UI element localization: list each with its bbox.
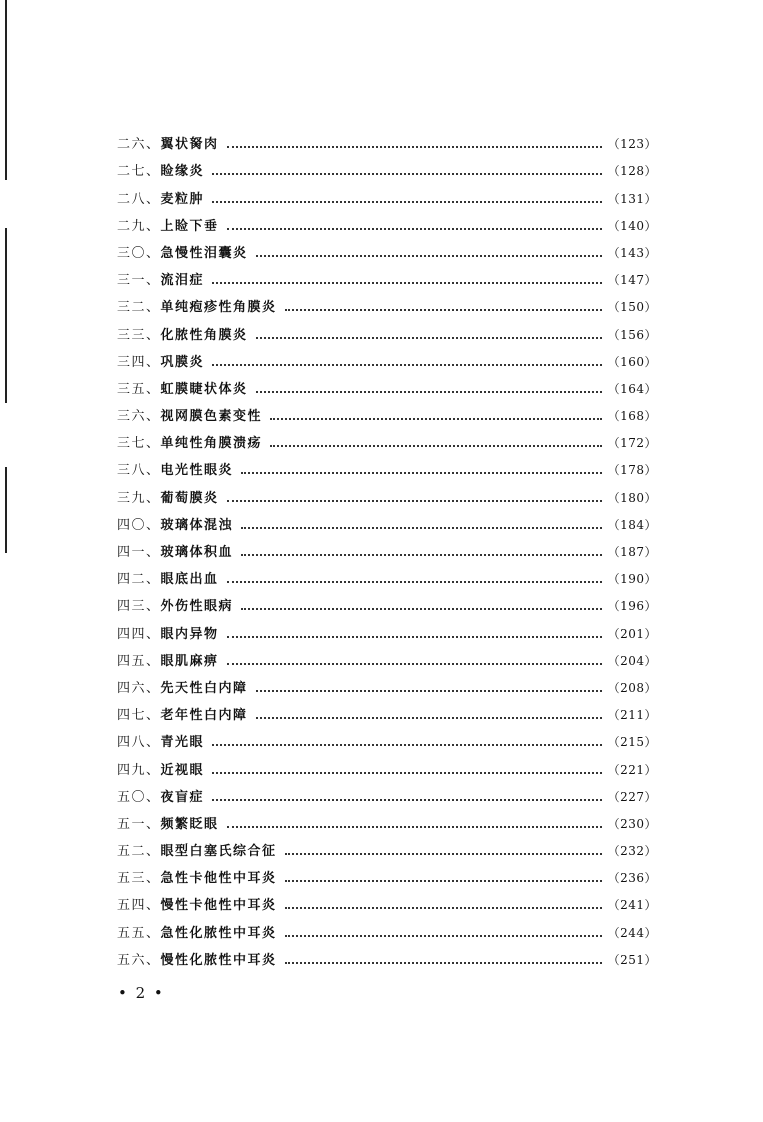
toc-entry-title: 先天性白内障 (160, 680, 248, 696)
toc-entry-page: （244） (607, 925, 657, 940)
toc-entry-page: （160） (607, 354, 657, 369)
toc-entry-number: 三二、 (117, 300, 161, 316)
toc-entry-number: 五五、 (117, 925, 161, 941)
toc-entry-title: 近视眼 (160, 762, 205, 778)
toc-entry-number: 三六、 (117, 409, 161, 425)
toc-entry-number: 五一、 (117, 816, 161, 832)
dot-leader (227, 636, 602, 638)
toc-entry-title: 慢性化脓性中耳炎 (160, 952, 277, 968)
dot-leader (212, 201, 602, 203)
dot-leader (285, 935, 602, 937)
toc-entry[interactable] (117, 696, 657, 723)
dot-leader (212, 282, 602, 284)
toc-entry-page: （172） (607, 436, 657, 451)
dot-leader (212, 173, 602, 175)
dot-leader (212, 364, 602, 366)
toc-entry-page: （190） (607, 572, 657, 587)
dot-leader (227, 146, 602, 148)
toc-entry-number: 五四、 (117, 898, 161, 914)
toc-entry[interactable] (117, 261, 657, 288)
toc-entry-number: 四九、 (117, 762, 161, 778)
toc-entry-title: 睑缘炎 (160, 164, 205, 180)
toc-entry-title: 玻璃体积血 (160, 545, 234, 560)
toc-entry-number: 四三、 (117, 599, 161, 615)
toc-entry-page: （227） (607, 789, 657, 804)
toc-entry-title: 频繁眨眼 (160, 816, 219, 832)
toc-entry-number: 四七、 (117, 708, 161, 724)
toc-entry[interactable] (117, 179, 657, 206)
toc-entry-number: 四八、 (117, 735, 161, 751)
toc-entry-title: 眼型白塞氏综合征 (160, 844, 277, 860)
toc-entry-number: 四〇、 (117, 517, 161, 533)
toc-entry-title: 化脓性角膜炎 (160, 327, 248, 343)
toc-entry-number: 三四、 (117, 354, 161, 370)
dot-leader (227, 663, 602, 665)
toc-entry-page: （241） (607, 898, 657, 913)
dot-leader (285, 309, 602, 311)
toc-entry-title: 电光性眼炎 (160, 463, 234, 479)
toc-entry-page: （221） (607, 762, 657, 777)
toc-entry-page: （143） (607, 245, 657, 260)
toc-entry-title: 单纯疱疹性角膜炎 (160, 300, 277, 316)
toc-entry-title: 虹膜睫状体炎 (160, 381, 248, 397)
toc-entry-page: （140） (607, 218, 657, 233)
toc-entry[interactable] (117, 478, 657, 505)
toc-entry-title: 翼状胬肉 (160, 137, 219, 153)
toc-entry[interactable] (117, 152, 657, 179)
toc-entry-title: 青光眼 (160, 735, 205, 751)
dot-leader (227, 581, 602, 583)
toc-entry[interactable] (117, 614, 657, 641)
toc-entry[interactable] (117, 941, 657, 968)
toc-entry-number: 三三、 (117, 327, 161, 343)
dot-leader (212, 772, 602, 774)
toc-entry[interactable] (117, 397, 657, 424)
toc-entry-title: 急性化脓性中耳炎 (160, 925, 277, 941)
toc-entry-number: 四一、 (117, 545, 161, 560)
toc-entry-title: 眼肌麻痹 (160, 653, 219, 669)
toc-entry-title: 急慢性泪囊炎 (160, 245, 248, 261)
toc-entry-page: （211） (607, 708, 657, 723)
toc-entry-number: 三一、 (117, 273, 161, 289)
dot-leader (270, 418, 602, 420)
toc-entry-title: 巩膜炎 (160, 354, 205, 370)
toc-entry-title: 眼底出血 (160, 572, 219, 588)
toc-entry[interactable] (117, 750, 657, 777)
toc-entry[interactable] (117, 234, 657, 261)
toc-entry-page: （230） (607, 816, 657, 831)
toc-entry-number: 三九、 (117, 490, 161, 506)
dot-leader (285, 853, 602, 855)
toc-entry-title: 单纯性角膜溃疡 (160, 436, 263, 452)
toc-entry-title: 流泪症 (160, 273, 205, 289)
toc-entry[interactable] (117, 832, 657, 859)
toc-entry-page: （164） (607, 381, 657, 396)
toc-entry[interactable] (117, 370, 657, 397)
toc-entry-page: （147） (607, 273, 657, 288)
toc-entry-number: 二六、 (117, 137, 161, 153)
toc-entry-number: 三五、 (117, 381, 161, 397)
toc-entry-page: （156） (607, 327, 657, 342)
toc-entry-page: （150） (607, 300, 657, 315)
dot-leader (256, 717, 602, 719)
toc-entry[interactable] (117, 451, 657, 478)
toc-entry-number: 五六、 (117, 952, 161, 968)
toc-entry[interactable] (117, 533, 657, 560)
dot-leader (227, 500, 602, 502)
dot-leader (212, 744, 602, 746)
toc-entry[interactable] (117, 343, 657, 370)
toc-entry-number: 三七、 (117, 436, 161, 452)
toc-entry-page: （178） (607, 463, 657, 478)
toc-entry-page: （168） (607, 409, 657, 424)
dot-leader (285, 907, 602, 909)
toc-entry-title: 外伤性眼病 (160, 599, 234, 615)
toc-entry-page: （201） (607, 626, 657, 641)
toc-entry-title: 夜盲症 (160, 789, 205, 805)
dot-leader (241, 554, 602, 556)
toc-entry-title: 视网膜色素变性 (160, 409, 263, 425)
toc-entry[interactable] (117, 642, 657, 669)
dot-leader (212, 799, 602, 801)
toc-entry-title: 玻璃体混浊 (160, 517, 234, 533)
page-number: • 2 • (118, 984, 165, 1002)
toc-entry[interactable] (117, 859, 657, 886)
toc-entry[interactable] (117, 560, 657, 587)
toc-entry[interactable] (117, 778, 657, 805)
toc-entry-number: 四五、 (117, 653, 161, 669)
dot-leader (256, 255, 602, 257)
toc-entry-number: 四六、 (117, 680, 161, 696)
toc-entry[interactable] (117, 913, 657, 940)
toc-entry-title: 麦粒肿 (160, 191, 205, 207)
toc-entry[interactable] (117, 886, 657, 913)
toc-entry-page: （196） (607, 599, 657, 614)
toc-entry[interactable] (117, 723, 657, 750)
dot-leader (256, 391, 602, 393)
dot-leader (285, 962, 602, 964)
toc-entry-title: 慢性卡他性中耳炎 (160, 898, 277, 914)
toc-entry-page: （184） (607, 517, 657, 532)
dot-leader (227, 826, 602, 828)
toc-entry-title: 急性卡他性中耳炎 (160, 871, 277, 887)
toc-entry-page: （180） (607, 490, 657, 505)
toc-entry[interactable] (117, 207, 657, 234)
toc-entry-title: 葡萄膜炎 (160, 490, 219, 506)
toc-entry[interactable] (117, 669, 657, 696)
binding-edge-mark (5, 228, 7, 403)
binding-edge-mark (5, 0, 7, 180)
toc-entry[interactable] (117, 288, 657, 315)
toc-entry[interactable] (117, 805, 657, 832)
toc-entry-page: （131） (607, 191, 657, 206)
toc-entry-page: （232） (607, 844, 657, 859)
toc-entry-title: 上睑下垂 (160, 218, 219, 234)
toc-entry[interactable] (117, 315, 657, 342)
toc-entry[interactable] (117, 587, 657, 614)
toc-entry-page: （204） (607, 653, 657, 668)
toc-entry-number: 二八、 (117, 191, 161, 207)
dot-leader (227, 228, 602, 230)
dot-leader (270, 445, 602, 447)
dot-leader (256, 690, 602, 692)
toc-entry-number: 四四、 (117, 626, 161, 642)
toc-entry-page: （215） (607, 735, 657, 750)
toc-entry-page: （251） (607, 952, 657, 967)
toc-entry-number: 五三、 (117, 871, 161, 887)
dot-leader (241, 472, 602, 474)
toc-entry[interactable] (117, 125, 657, 152)
binding-edge-mark (5, 467, 7, 553)
toc-entry-page: （187） (607, 545, 657, 559)
toc-entry[interactable] (117, 506, 657, 533)
toc-entry-page: （236） (607, 871, 657, 886)
toc-entry-number: 五〇、 (117, 789, 161, 805)
toc-entry-number: 二九、 (117, 218, 161, 234)
toc-entry-number: 四二、 (117, 572, 161, 588)
dot-leader (241, 527, 602, 529)
toc-entry[interactable] (117, 424, 657, 451)
toc-entry-page: （208） (607, 680, 657, 695)
table-of-contents (117, 125, 657, 968)
toc-entry-page: （128） (607, 164, 657, 179)
toc-entry-title: 眼内异物 (160, 626, 219, 642)
toc-entry-number: 三八、 (117, 463, 161, 479)
toc-entry-page: （123） (607, 137, 657, 152)
toc-entry-number: 二七、 (117, 164, 161, 180)
dot-leader (241, 608, 602, 610)
toc-entry-number: 三〇、 (117, 245, 161, 261)
dot-leader (256, 337, 602, 339)
dot-leader (285, 880, 602, 882)
toc-entry-title: 老年性白内障 (160, 708, 248, 724)
toc-entry-number: 五二、 (117, 844, 161, 860)
